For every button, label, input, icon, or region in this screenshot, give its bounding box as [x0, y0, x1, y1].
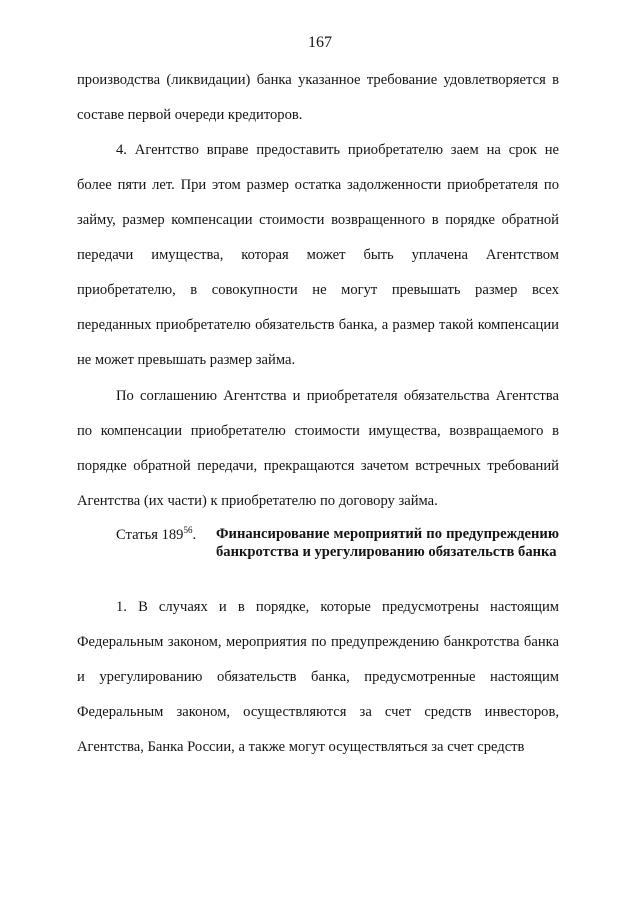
paragraph-text: По соглашению Агентства и приобретателя обязательства Агентства по компенсации приобретателю стоимости имущества, возвращаемого в порядке обратной передачи, прекращаются зачетом встречных требований Агентства (их части) к приобретателю по договору займа.	[77, 388, 559, 509]
article-title: Финансирование мероприятий по предупреждению банкротства и урегулированию обязательств банка	[216, 526, 559, 560]
article-superscript: 56	[183, 525, 193, 535]
paragraph-agreement	[77, 379, 559, 519]
article-label-suffix: .	[192, 527, 197, 543]
article-label-text: Статья 189	[116, 527, 184, 543]
paragraph-text: 4. Агентство вправе предоставить приобретателю заем на срок не более пяти лет. При этом размер остатка задолженности приобретателя по займу, размер компенсации стоимости возвращенного в порядке обратной передачи имущества, которая может быть уплачена Агентством приобретателю, в совокупности не могут превышать размер всех переданных приобретателю обязательств банка, а размер такой компенсации не может превышать размер займа.	[77, 142, 559, 368]
paragraph-continuation	[77, 63, 559, 133]
paragraph-text: производства (ликвидации) банка указанное требование удовлетворяется в составе первой очереди кредиторов.	[77, 72, 559, 123]
article-number	[116, 525, 196, 544]
paragraph-item-4	[77, 133, 559, 378]
paragraph-article-item-1	[77, 590, 559, 765]
page-number: 167	[308, 34, 332, 51]
paragraph-text: 1. В случаях и в порядке, которые предусмотрены настоящим Федеральным законом, мероприятия по предупреждению банкротства банка и урегулированию обязательств банка, предусмотренные настоящим Федеральным законом, осуществляются за счет средств инвесторов, Агентства, Банка России, а также могут осуществляться за счет средств	[77, 599, 559, 755]
